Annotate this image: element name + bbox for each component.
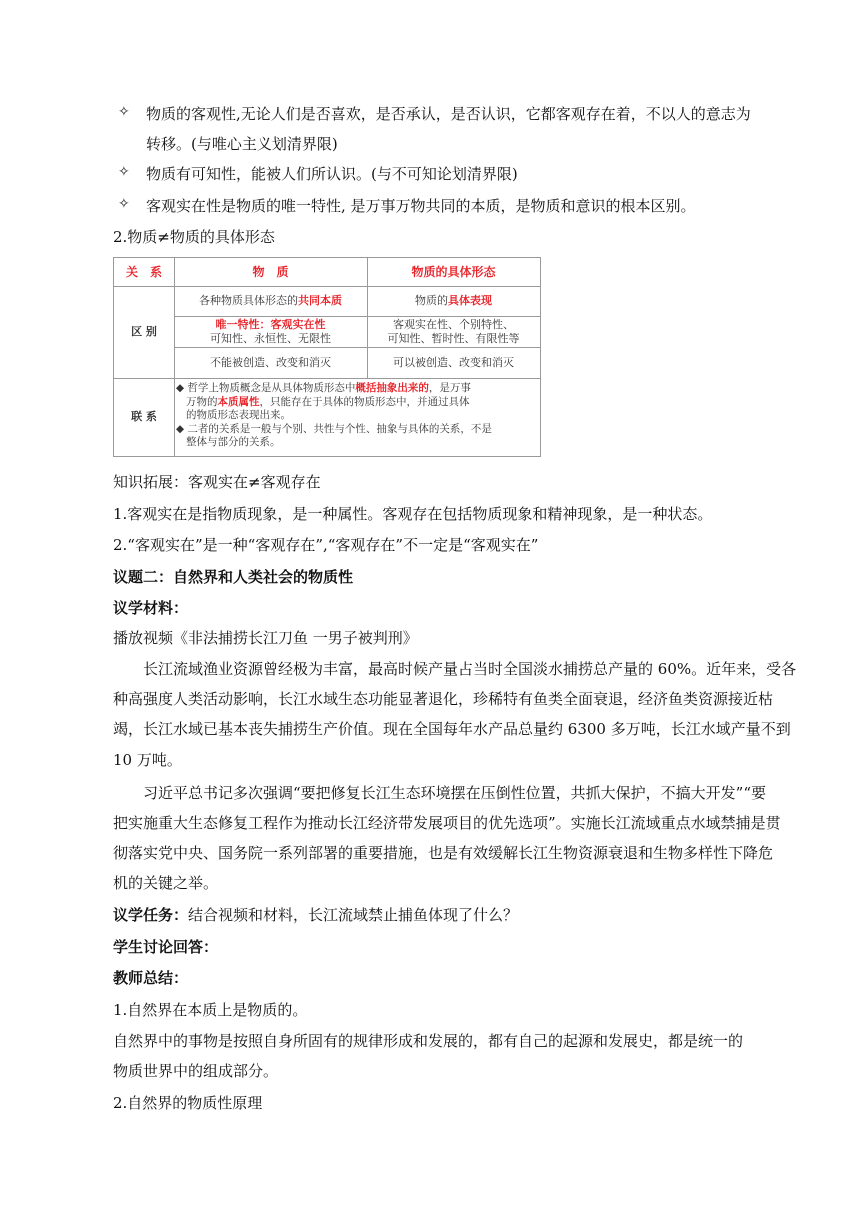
diamond-bullet-icon: ✧ <box>118 104 130 120</box>
task-line: 议学任务：结合视频和材料，长江流域禁止捕鱼体现了什么？ <box>113 906 519 924</box>
topic-title: 议题二：自然界和人类社会的物质性 <box>113 568 354 586</box>
material-paragraph: 长江流域渔业资源曾经极为丰富，最高时候产量占当时全国淡水捕捞总产量的 60%。近年来，受各 <box>143 660 797 678</box>
table-cell: 客观实在性、个别特性、 可知性、暂时性、有限性等 <box>387 317 520 345</box>
material-label: 议学材料： <box>113 599 189 617</box>
table-cell: 不能被创造、改变和消灭 <box>210 355 331 369</box>
table-cell: 唯一特性：客观实在性 可知性、永恒性、无限性 <box>210 317 331 345</box>
summary-paragraph: 自然界中的事物是按照自身所固有的规律形成和发展的，都有自己的起源和发展史，都是统一的 <box>113 1032 744 1050</box>
diamond-bullet-icon: ✧ <box>118 196 130 212</box>
table-header-form: 物质的具体形态 <box>411 265 496 279</box>
knowledge-point: 2.“客观实在”是一种“客观存在”,“客观存在”不一定是“客观实在” <box>113 536 539 554</box>
diamond-bullet-icon: ✧ <box>118 164 130 180</box>
table-cell: 物质的 具体表现 <box>415 294 492 307</box>
material-paragraph: 把实施重大生态修复工程作为推动长江经济带发展项目的优先选项”。实施长江流域重点水域禁捕是贯 <box>113 814 781 832</box>
material-paragraph: 习近平总书记多次强调“要把修复长江生态环境摆在压倒性位置，共抓大保护，不搞大开发”“要 <box>143 784 767 802</box>
discussion-label: 学生讨论回答： <box>113 938 219 956</box>
video-title: 播放视频《非法捕捞长江刀鱼 一男子被判刑》 <box>113 629 418 647</box>
table-cell: 各种物质具体形态的 共同本质 <box>199 294 342 307</box>
bullet-text: 物质的客观性,无论人们是否喜欢，是否承认，是否认识，它都客观存在着，不以人的意志为 <box>146 105 751 123</box>
material-paragraph: 10 万吨。 <box>113 751 182 769</box>
table-header-matter: 物 质 <box>252 265 289 279</box>
knowledge-title: 知识拓展：客观实在≠客观存在 <box>113 473 321 491</box>
summary-point: 1.自然界在本质上是物质的。 <box>113 1001 308 1019</box>
table-header-relation: 关 系 <box>125 265 162 279</box>
row-label-difference: 区 别 <box>131 325 157 338</box>
summary-paragraph: 物质世界中的组成部分。 <box>113 1062 279 1080</box>
teacher-summary-label: 教师总结： <box>113 969 189 987</box>
comparison-table <box>113 257 541 457</box>
section-heading: 2.物质≠物质的具体形态 <box>113 228 275 246</box>
material-paragraph: 彻落实党中央、国务院一系列部署的重要措施，也是有效缓解长江生物资源衰退和生物多样性下降危 <box>113 844 774 862</box>
bullet-text: 物质有可知性，能被人们所认识。(与不可知论划清界限) <box>146 165 518 183</box>
row-label-connection: 联 系 <box>131 410 157 423</box>
material-paragraph: 种高强度人类活动影响，长江水域生态功能显著退化，珍稀特有鱼类全面衰退，经济鱼类资源接近枯 <box>113 690 774 708</box>
bullet-text: 转移。(与唯心主义划清界限) <box>146 135 338 153</box>
material-paragraph: 竭，长江水域已基本丧失捕捞生产价值。现在全国每年水产品总量约 6300 多万吨，长江水域产量不到 <box>113 720 791 738</box>
knowledge-point: 1.客观实在是指物质现象，是一种属性。客观存在包括物质现象和精神现象，是一种状态。 <box>113 505 713 523</box>
connection-text: ◆ 哲学上物质概念是从具体物质形态中概括抽象出来的，是万事 万物的本质属性，只能存在于具体的物质形态中，并通过具体 的物质形态表现出来。 ◆ 二者的关系是一般与个别、共性与个性、抽象与具体的关系，不是 整体与部分的关系。 <box>176 382 492 448</box>
material-paragraph: 机的关键之举。 <box>113 874 219 892</box>
bullet-text: 客观实在性是物质的唯一特性, 是万事万物共同的本质，是物质和意识的根本区别。 <box>146 197 696 215</box>
table-cell: 可以被创造、改变和消灭 <box>393 355 514 369</box>
summary-point: 2.自然界的物质性原理 <box>113 1094 263 1112</box>
